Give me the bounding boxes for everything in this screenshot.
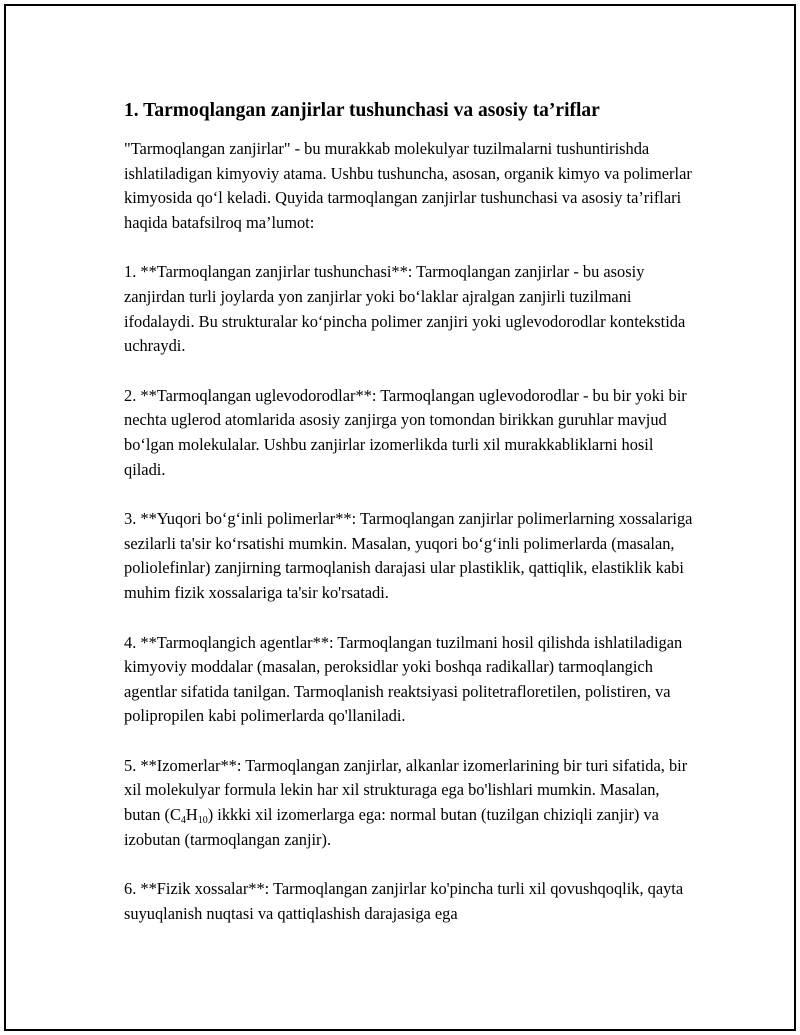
hydrogen-symbol: H: [185, 805, 198, 825]
item5-text-before: 5. **Izomerlar**: Tarmoqlangan zanjirlar, alkanlar izomerlarining bir turi sifatida, bir xil molekulyar formula lekin har xil strukturaga ega bo'lishlari mumkin. Masalan, butan (C: [124, 755, 688, 825]
list-item-2: 2. **Tarmoqlangan uglevodorodlar**: Tarmoqlangan uglevodorodlar - bu bir yoki bir nechta uglerod atomlarida asosiy zanjirga yon tomondan birikkan guruhlar mavjud bo‘lgan molekulalar. Ushbu zanjirlar izomerlikda turli xil murakkabliklarni hosil qiladi.: [124, 385, 687, 479]
list-item-4: 4. **Tarmoqlangich agentlar**: Tarmoqlangan tuzilmani hosil qilishda ishlatiladigan kimyoviy moddalar (masalan, peroksidlar yoki boshqa radikallar) tarmoqlangich agentlar sifatida tanilgan. Tarmoqlanish reaktsiyasi politetrafloretilen, polistiren, va polipropilen kabi polimerlarda qo'llaniladi.: [124, 632, 683, 726]
list-item-6: 6. **Fizik xossalar**: Tarmoqlangan zanjirlar ko'pincha turli xil qovushqoqlik, qayta suyuqlanish nuqtasi va qattiqlashish darajasiga ega: [124, 879, 684, 923]
hydrogen-subscript: 10: [197, 815, 208, 827]
item5-text-after: ) ikkki xil izomerlarga ega: normal butan (tuzilgan chiziqli zanjir) va izobutan (tarmoqlangan zanjir).: [124, 805, 659, 849]
section-heading: 1. Tarmoqlangan zanjirlar tushunchasi va asosiy ta’riflar: [124, 100, 600, 121]
intro-paragraph: "Tarmoqlangan zanjirlar" - bu murakkab molekulyar tuzilmalarni tushuntirishda ishlatiladigan kimyoviy atama. Ushbu tushuncha, asosan, organik kimyo va polimerlar kimyosida qo‘l keladi. Quyida tarmoqlangan zanjirlar tushunchasi va asosiy ta’riflari haqida batafsilroq ma’lumot:: [124, 139, 692, 232]
list-item-1: 1. **Tarmoqlangan zanjirlar tushunchasi**: Tarmoqlangan zanjirlar - bu asosiy zanjirdan turli joylarda yon zanjirlar yoki bo‘laklar ajralgan zanjirli tuzilmani ifodalaydi. Bu strukturalar ko‘pincha polimer zanjiri yoki uglevodorodlar kontekstida uchraydi.: [124, 262, 686, 356]
list-item-3: 3. **Yuqori bo‘g‘inli polimerlar**: Tarmoqlangan zanjirlar polimerlarning xossalariga sezilarli ta'sir ko‘rsatishi mumkin. Masalan, yuqori bo‘g‘inli polimerlarda (masalan, poliolefinlar) zanjirning tarmoqlanish darajasi ular plastiklik, qattiqlik, elastiklik kabi muhim fizik xossalariga ta'sir ko'rsatadi.: [124, 509, 693, 602]
carbon-subscript: 4: [180, 815, 186, 827]
list-item-5: [124, 754, 694, 852]
page-frame: [4, 4, 796, 1031]
document-body: [124, 98, 694, 951]
